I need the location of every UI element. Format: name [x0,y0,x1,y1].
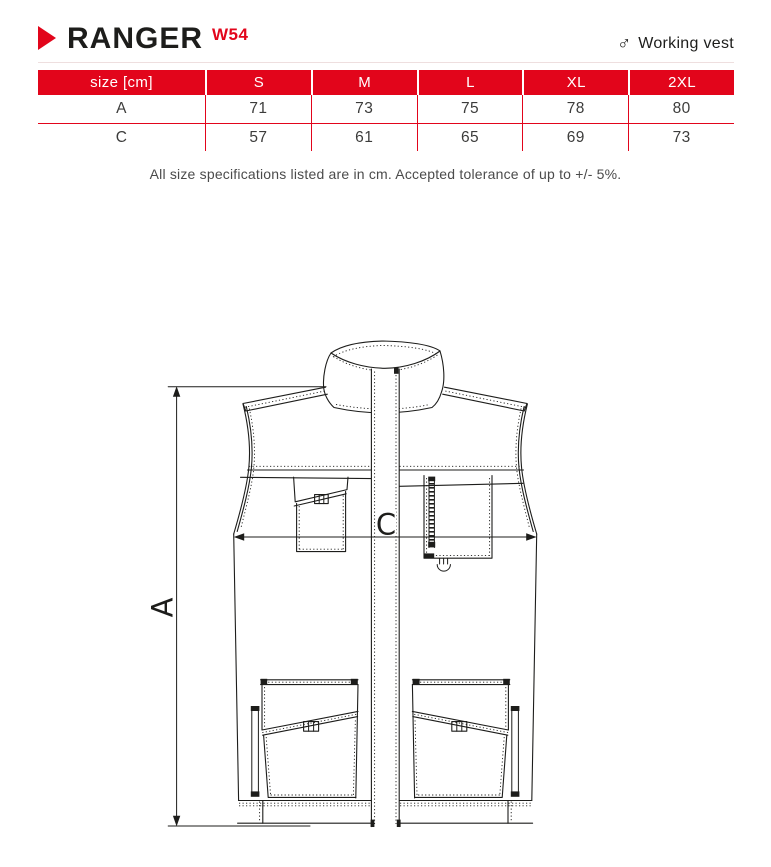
front-zipper-placket [371,367,401,827]
page-title: RANGER [67,22,204,55]
table-cell: 80 [628,95,734,123]
column-header: XL [522,70,628,95]
cargo-pocket-left [261,679,358,798]
chest-flap-pocket [294,477,348,551]
table-cell: 73 [311,95,417,123]
table-cell: 71 [205,95,311,123]
male-icon: ♂ [616,33,632,54]
column-header: M [311,70,417,95]
dimension-c [234,508,537,542]
column-header: L [417,70,523,95]
product-code: W54 [212,25,249,44]
column-header: 2XL [628,70,734,95]
table-cell: 75 [417,95,523,123]
table-cell: 65 [417,124,523,151]
table-cell: 69 [522,124,628,151]
dimension-c-label: C [375,507,397,542]
dimension-a [146,386,327,826]
row-label: A [116,100,127,117]
table-cell: 78 [522,95,628,123]
chest-zip-pocket [424,476,492,572]
cargo-pocket-right [412,679,509,798]
table-cell: 73 [628,124,734,151]
dimension-a-label: A [145,597,180,618]
column-header: size [cm] [90,74,153,91]
table-cell: 57 [205,124,311,151]
tolerance-note: All size specifications listed are in cm. Accepted tolerance of up to +/- 5%. [149,166,622,182]
table-cell: 61 [311,124,417,151]
column-header: S [205,70,311,95]
row-label: C [115,128,128,146]
category-label: Working vest [638,34,734,52]
